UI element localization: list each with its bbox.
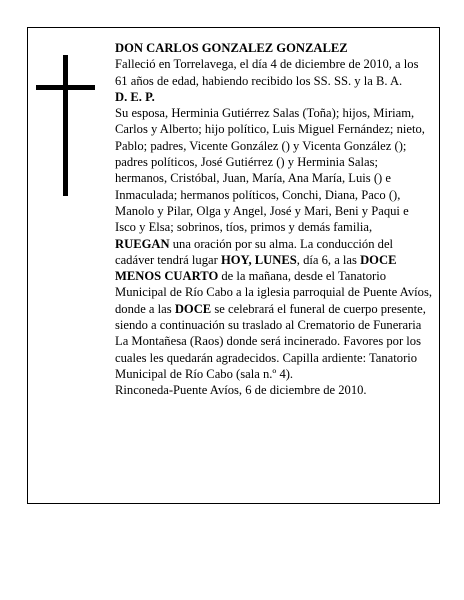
doce-menos-cuarto-label: DOCE MENOS CUARTO [115,252,397,284]
family-list: Su esposa, Herminia Gutiérrez Salas (Toña); hijos, Miriam, Carlos y Alberto; hijo político, Luis Miguel Fernández; nieto, Pablo; padres, Vicente González () y Vicenta González (); padres políticos, José Gutiérrez () y Herminia Salas; hermanos, Cristóbal, Juan, María, Ana María, Luis () e Inmaculada; hermanos políticos, Conchi, Diana, Paco (), Manolo y Pilar, Olga y Angel, José y Mari, Beni y Paqui e Isco y Elsa; sobrinos, tíos, primos y demás familia, [115,106,425,235]
notice-text [115,40,432,399]
cross-icon-arm [36,85,95,90]
death-info: Falleció en Torrelavega, el día 4 de diciembre de 2010, a los 61 años de edad, habiendo recibido los SS. SS. y la B. A. [115,57,419,88]
ceremony-text-2: , día 6, a las [296,252,361,267]
ceremony-details [115,236,432,383]
deceased-name: DON CARLOS GONZALEZ GONZALEZ [115,41,348,55]
ceremony-text-1: una oración por su alma. La conducción del cadáver tendrá lugar [115,236,394,267]
ceremony-text-4: se celebrará el funeral de cuerpo presente, siendo a continuación su traslado al Crematorio de Funeraria La Montañesa (Raos) donde será incinerado. Favores por los cuales les quedarán agradecidos. Capilla ardiente: Tanatorio Municipal de Río Cabo (sala n.º 4). [115,301,426,381]
place-date: Rinconeda-Puente Avíos, 6 de diciembre de 2010. [115,383,367,398]
doce-label: DOCE [174,301,212,316]
ruegan-label: RUEGAN [115,236,170,251]
rip-heading: D. E. P. [115,89,155,104]
ceremony-text-3: de la mañana, desde el Tanatorio Municipal de Río Cabo a la iglesia parroquial de Puente Avíos, donde a las [115,269,432,316]
cross-icon [63,55,68,196]
hoy-lunes-label: HOY, LUNES [220,252,297,267]
